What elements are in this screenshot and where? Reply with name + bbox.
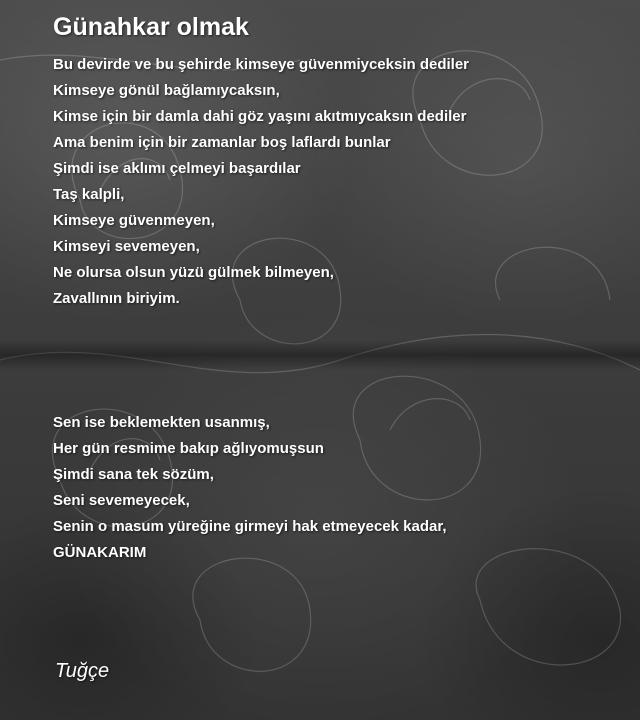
poem-line: Kimseyi sevemeyen, bbox=[53, 238, 200, 255]
poem-line: Şimdi ise aklımı çelmeyi başardılar bbox=[53, 160, 301, 177]
poem-line: Bu devirde ve bu şehirde kimseye güvenmiyceksin dediler bbox=[53, 56, 470, 73]
poem-line: Sen ise beklemekten usanmış, bbox=[53, 414, 270, 431]
poem-line: GÜNAKARIM bbox=[53, 544, 147, 561]
stanza-1 bbox=[53, 52, 469, 312]
poem-line: Ne olursa olsun yüzü gülmek bilmeyen, bbox=[53, 264, 334, 281]
poem-line: Kimse için bir damla dahi göz yaşını akıtmıycaksın dediler bbox=[53, 108, 467, 125]
poem-line: Kimseye güvenmeyen, bbox=[53, 212, 215, 229]
poem-line: Ama benim için bir zamanlar boş laflardı bunlar bbox=[53, 134, 391, 151]
poem-line: Seni sevemeyecek, bbox=[53, 492, 190, 509]
poem-line: Şimdi sana tek sözüm, bbox=[53, 466, 214, 483]
poem-title: Günahkar olmak bbox=[53, 13, 249, 41]
poem-line: Senin o masum yüreğine girmeyi hak etmeyecek kadar, bbox=[53, 518, 447, 535]
poem-line: Kimseye gönül bağlamıycaksın, bbox=[53, 82, 280, 99]
poem-line: Taş kalpli, bbox=[53, 186, 125, 203]
poem-line: Her gün resmime bakıp ağlıyomuşsun bbox=[53, 440, 324, 457]
stanza-2 bbox=[53, 410, 447, 566]
section-divider-band bbox=[0, 340, 640, 370]
poem-author: Tuğçe bbox=[55, 660, 110, 682]
poem-line: Zavallının biriyim. bbox=[53, 290, 180, 307]
